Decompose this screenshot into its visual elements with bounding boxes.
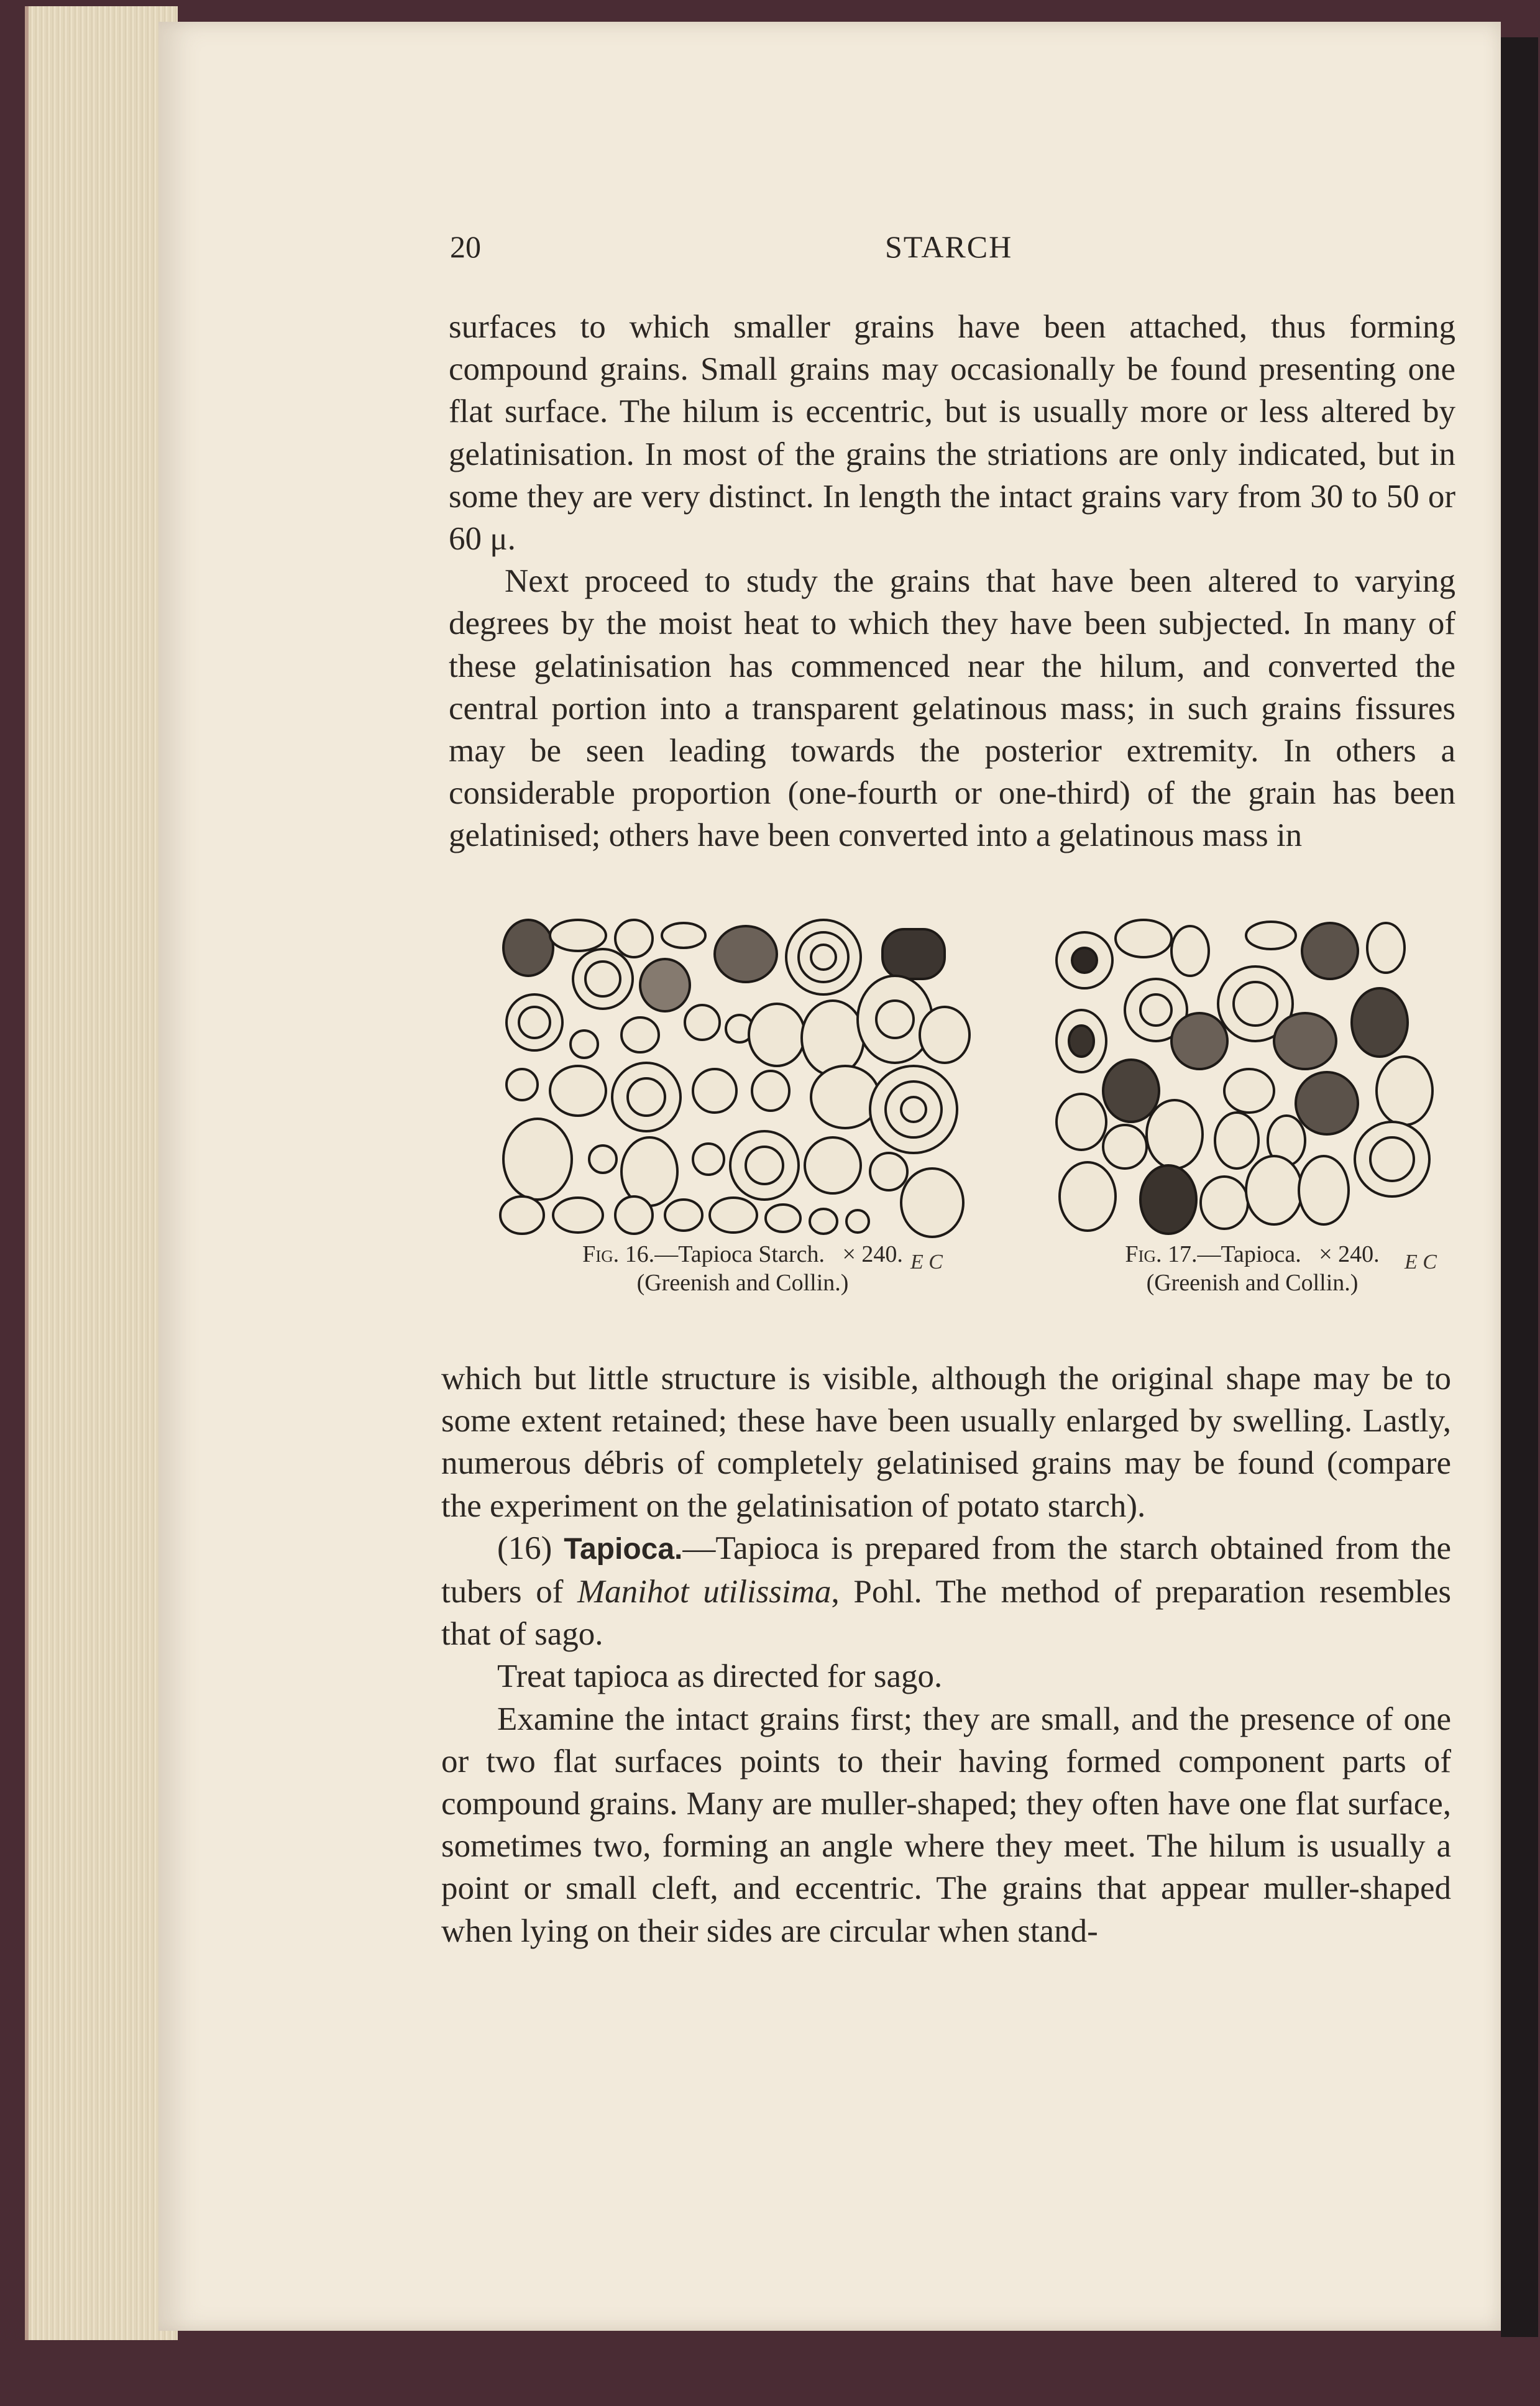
tapioca-paragraph — [441, 1527, 1451, 1656]
figure-credit: (Greenish and Collin.) — [1146, 1270, 1359, 1296]
figure-label: Fig. 16. — [582, 1241, 655, 1267]
paragraph: Treat tapioca as directed for sago. — [497, 1658, 943, 1695]
paragraph: surfaces to which smaller grains have been attached, thus forming compound grains. Small grains may occasionally be found presenting one flat surface. The hilum is eccentric, but is usually more or less altered by gelatinisation. In most of the grains the striations are only indicated, but in some they are very distinct. In length the intact grains vary from 30 to 50 or 60 μ. — [449, 309, 1455, 558]
figure-17-caption — [1050, 1240, 1454, 1297]
paragraph: which but little structure is visible, although the original shape may be to some extent retained; these have been usually enlarged by swelling. Lastly, numerous débris of completely gelatinised grains may be found (compare the experiment on the gelatinisation of potato starch). — [441, 1361, 1451, 1524]
paragraph-text: , Pohl. The method of preparation resembles that of sago. — [441, 1574, 1451, 1653]
figure-16 — [485, 911, 1001, 1297]
page-header — [450, 229, 1454, 272]
figure-credit: (Greenish and Collin.) — [636, 1270, 849, 1296]
figure-label: Fig. 17. — [1125, 1241, 1198, 1267]
section-number: (16) — [497, 1530, 564, 1566]
engraver-signature: E C — [910, 1251, 943, 1274]
figure-title: —Tapioca. — [1197, 1241, 1301, 1267]
page-edges — [25, 6, 178, 2340]
figure-17 — [1050, 911, 1454, 1297]
figure-magnification: × 240. — [1319, 1241, 1380, 1267]
figure-17-illustration — [1050, 911, 1454, 1240]
running-head: STARCH — [885, 229, 1013, 264]
page-gutter-shadow — [1501, 37, 1538, 2337]
tapioca-starch-grains-drawing — [485, 911, 1001, 1240]
figure-title: —Tapioca Starch. — [654, 1241, 825, 1267]
page-number: 20 — [450, 229, 481, 264]
paragraph: Examine the intact grains first; they are small, and the presence of one or two flat surfaces points to their having formed component parts of compound grains. Many are muller-shaped; they often have one flat surface, sometimes two, forming an angle where they meet. The hilum is usually a point or small cleft, and eccentric. The grains that appear muller-shaped when lying on their sides are circular when stand- — [441, 1701, 1451, 1949]
paragraph-text: —Tapioca is prepared from the starch obtained from the tubers of — [441, 1530, 1451, 1610]
tapioca-grains-drawing — [1050, 911, 1454, 1240]
paragraph: Next proceed to study the grains that have been altered to varying degrees by the moist heat to which they have been subjected. In many of these gelatinisation has commenced near the hilum, and converted the central portion into a transparent gelatinous mass; in such grains fissures may be seen leading towards the posterior extremity. In others a considerable proportion (one-fourth or one-third) of the grain has been gelatinised; others have been converted into a gelatinous mass in — [449, 563, 1455, 854]
section-heading: Tapioca. — [564, 1532, 683, 1566]
body-text-top — [449, 306, 1455, 857]
species-name: Manihot utilissima — [577, 1574, 832, 1610]
engraver-signature: E C — [1405, 1251, 1437, 1274]
figure-16-illustration — [485, 911, 1001, 1240]
body-text-bottom — [441, 1357, 1451, 1952]
figure-magnification: × 240. — [842, 1241, 903, 1267]
